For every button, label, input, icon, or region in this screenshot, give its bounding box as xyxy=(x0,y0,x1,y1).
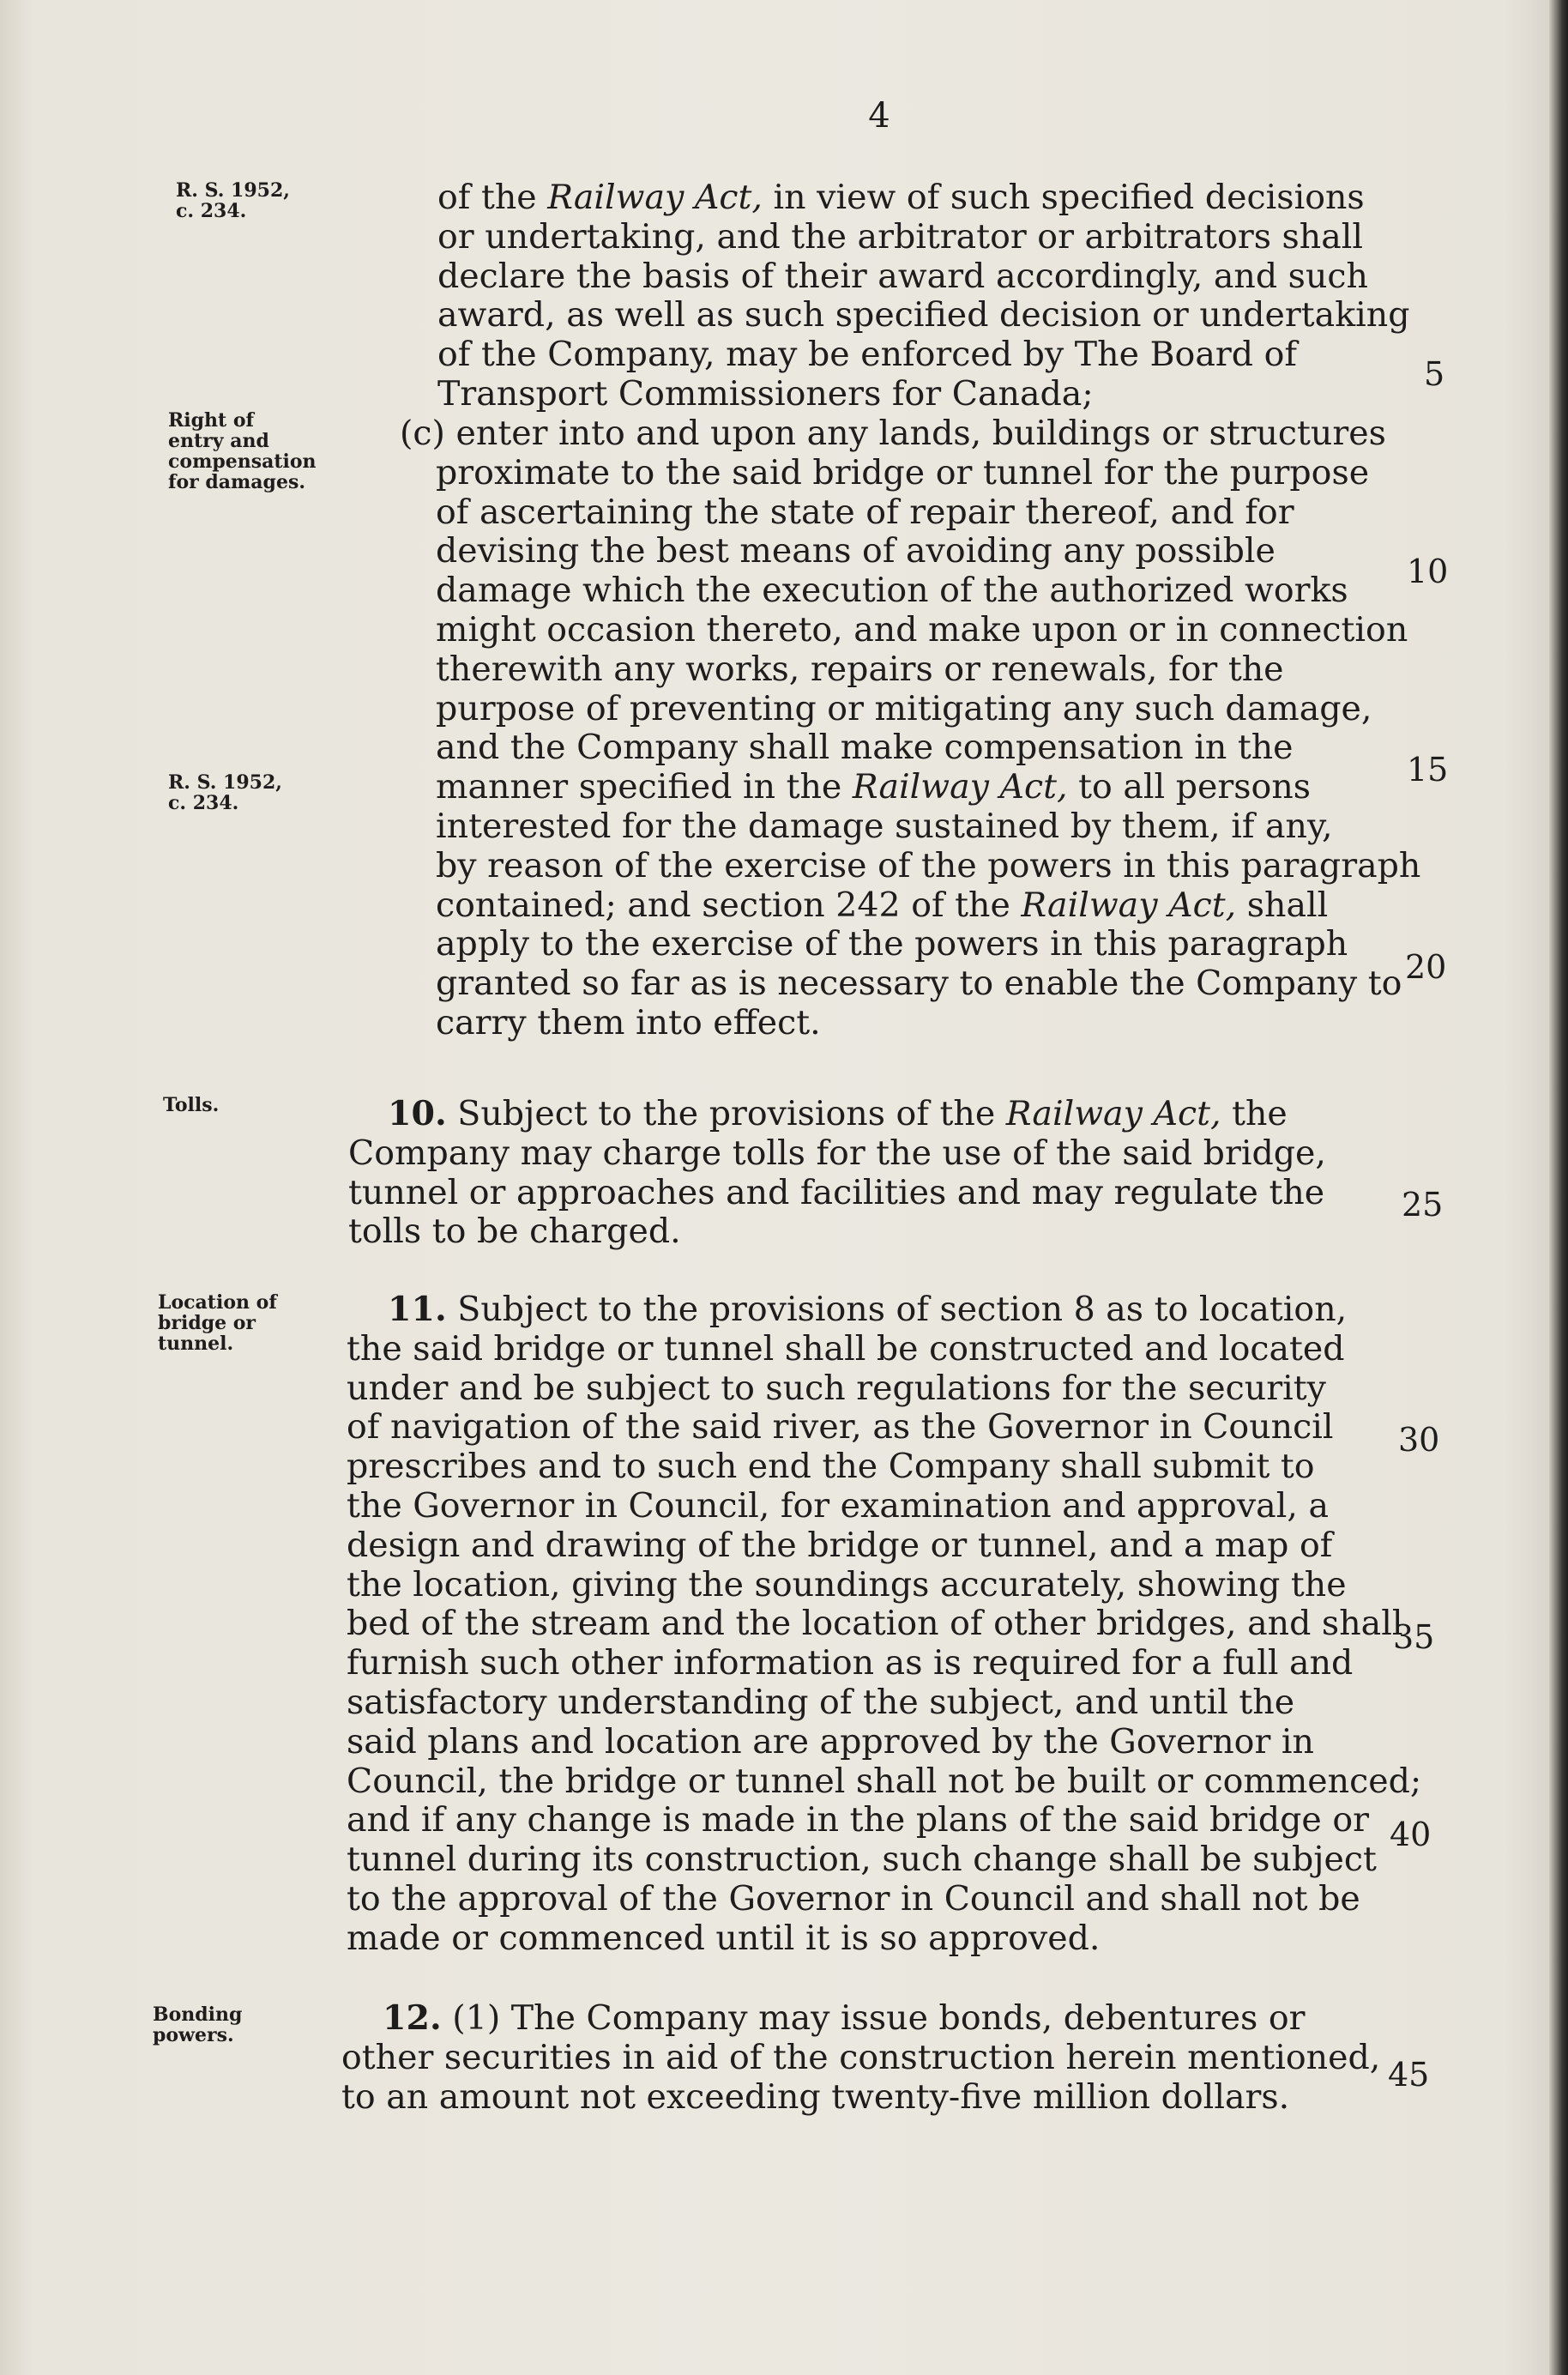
text-line: other securities in aid of the construction herein mentioned, xyxy=(341,2037,1381,2077)
text-line: or undertaking, and the arbitrator or arbitrators shall xyxy=(437,216,1364,257)
margin-note-line: compensation xyxy=(168,450,317,473)
text-line: manner specified in the Railway Act, to all persons xyxy=(436,767,1312,807)
text-line: award, as well as such specified decision or undertaking xyxy=(437,295,1410,335)
text-line: might occasion thereto, and make upon or in connection xyxy=(436,609,1408,650)
text-line: satisfactory understanding of the subject, and until the xyxy=(347,1682,1295,1722)
text-line xyxy=(341,1999,1388,2039)
text-line: to the approval of the Governor in Council and shall not be xyxy=(347,1878,1360,1919)
text-line: contained; and section 242 of the Railway Act, shall xyxy=(436,885,1329,925)
line-number: 45 xyxy=(1388,2056,1430,2094)
section-12 xyxy=(341,1999,1388,2117)
text-line: devising the best means of avoiding any possible xyxy=(436,531,1276,571)
text-line: of navigation of the said river, as the Governor in Council xyxy=(347,1407,1334,1447)
margin-note-line: R. S. 1952, xyxy=(168,771,282,794)
margin-note-line: for damages. xyxy=(168,471,305,493)
text-line: carry them into effect. xyxy=(436,1002,821,1042)
text-line: interested for the damage sustained by them, if any, xyxy=(436,806,1333,846)
text-line xyxy=(347,1290,1393,1330)
text-line: by reason of the exercise of the powers in this paragraph xyxy=(436,845,1421,885)
text-line: made or commenced until it is so approved. xyxy=(347,1918,1101,1958)
margin-note-line: tunnel. xyxy=(158,1333,234,1355)
margin-note-line: powers. xyxy=(153,2024,234,2046)
text-line: the said bridge or tunnel shall be constructed and located xyxy=(347,1328,1345,1369)
text-line: damage which the execution of the authorized works xyxy=(436,571,1348,611)
binding-edge xyxy=(1549,0,1568,2375)
margin-note-line: entry and xyxy=(168,430,269,452)
text-line: tolls to be charged. xyxy=(348,1212,681,1252)
text-fragment: Subject to the provisions of section 8 as to location, xyxy=(457,1290,1348,1329)
text-line: Transport Commissioners for Canada; xyxy=(437,373,1094,414)
margin-note-line: Bonding xyxy=(153,2003,243,2026)
text-line: and the Company shall make compensation in the xyxy=(436,728,1294,768)
line-number: 25 xyxy=(1402,1186,1444,1224)
paragraph-c xyxy=(400,414,1421,1043)
page-number: 4 xyxy=(868,96,890,136)
section-10 xyxy=(348,1095,1395,1252)
text-line: granted so far as is necessary to enable the Company to xyxy=(436,964,1402,1004)
text-line: declare the basis of their award accordingly, and such xyxy=(437,256,1368,296)
line-number: 15 xyxy=(1407,751,1449,789)
text-fragment: (1) The Company may issue bonds, debentures or xyxy=(452,1998,1306,2038)
margin-note-line: Tolls. xyxy=(163,1094,220,1116)
text-line: to an amount not exceeding twenty-five million dollars. xyxy=(341,2076,1290,2117)
text-line: under and be subject to such regulations for the security xyxy=(347,1368,1326,1408)
text-line: design and drawing of the bridge or tunnel, and a map of xyxy=(347,1525,1333,1565)
line-number: 10 xyxy=(1407,553,1449,590)
line-number: 20 xyxy=(1405,948,1447,986)
text-line: tunnel or approaches and facilities and may regulate the xyxy=(348,1172,1325,1212)
text-line: the Governor in Council, for examination and approval, a xyxy=(347,1485,1329,1526)
margin-note-line: Location of xyxy=(158,1291,277,1314)
margin-note-location xyxy=(158,1292,277,1354)
text-line: prescribes and to such end the Company shall submit to xyxy=(347,1447,1315,1487)
text-line: of ascertaining the state of repair thereof, and for xyxy=(436,492,1294,532)
text-line: 10. Subject to the provisions of the Railway Act, the xyxy=(388,1094,1288,1133)
text-line: therewith any works, repairs or renewals, for the xyxy=(436,649,1284,689)
line-number: 40 xyxy=(1390,1816,1432,1853)
text-line: purpose of preventing or mitigating any such damage, xyxy=(436,688,1372,728)
margin-note-line: c. 234. xyxy=(168,792,239,814)
margin-note-line: c. 234. xyxy=(176,200,247,222)
line-number: 5 xyxy=(1424,355,1445,393)
text-line: (c) enter into and upon any lands, buildings or structures xyxy=(400,414,1386,453)
margin-note-rs1952-2 xyxy=(168,772,282,813)
text-line: furnish such other information as is required for a full and xyxy=(347,1643,1354,1683)
text-line: Company may charge tolls for the use of the said bridge, xyxy=(348,1133,1326,1173)
text-line: of the Railway Act, in view of such specified decisions xyxy=(437,178,1365,217)
text-line: proximate to the said bridge or tunnel for the purpose xyxy=(436,452,1370,493)
paragraph-continuation xyxy=(437,178,1410,414)
text-line: bed of the stream and the location of other bridges, and shall xyxy=(347,1604,1403,1644)
section-number: 10. xyxy=(388,1094,447,1133)
section-number: 11. xyxy=(388,1290,447,1329)
margin-note-right-of-entry xyxy=(168,410,317,493)
section-number: 12. xyxy=(383,1998,442,2038)
margin-note-tolls xyxy=(163,1095,219,1115)
line-number: 30 xyxy=(1398,1421,1440,1459)
text-line: and if any change is made in the plans of the said bridge or xyxy=(347,1800,1370,1840)
margin-note-line: Right of xyxy=(168,409,254,432)
text-line: said plans and location are approved by the Governor in xyxy=(347,1721,1314,1762)
line-number: 35 xyxy=(1393,1618,1435,1656)
margin-note-rs1952-1 xyxy=(176,180,290,221)
text-line: Council, the bridge or tunnel shall not be built or commenced; xyxy=(347,1761,1422,1801)
margin-note-line: R. S. 1952, xyxy=(176,179,290,202)
margin-note-line: bridge or xyxy=(158,1312,256,1334)
text-line: the location, giving the soundings accurately, showing the xyxy=(347,1564,1347,1604)
text-line: tunnel during its construction, such change shall be subject xyxy=(347,1840,1377,1880)
text-line: of the Company, may be enforced by The Board of xyxy=(437,335,1298,375)
margin-note-bonding xyxy=(153,2004,242,2046)
text-line: apply to the exercise of the powers in this paragraph xyxy=(436,924,1348,964)
